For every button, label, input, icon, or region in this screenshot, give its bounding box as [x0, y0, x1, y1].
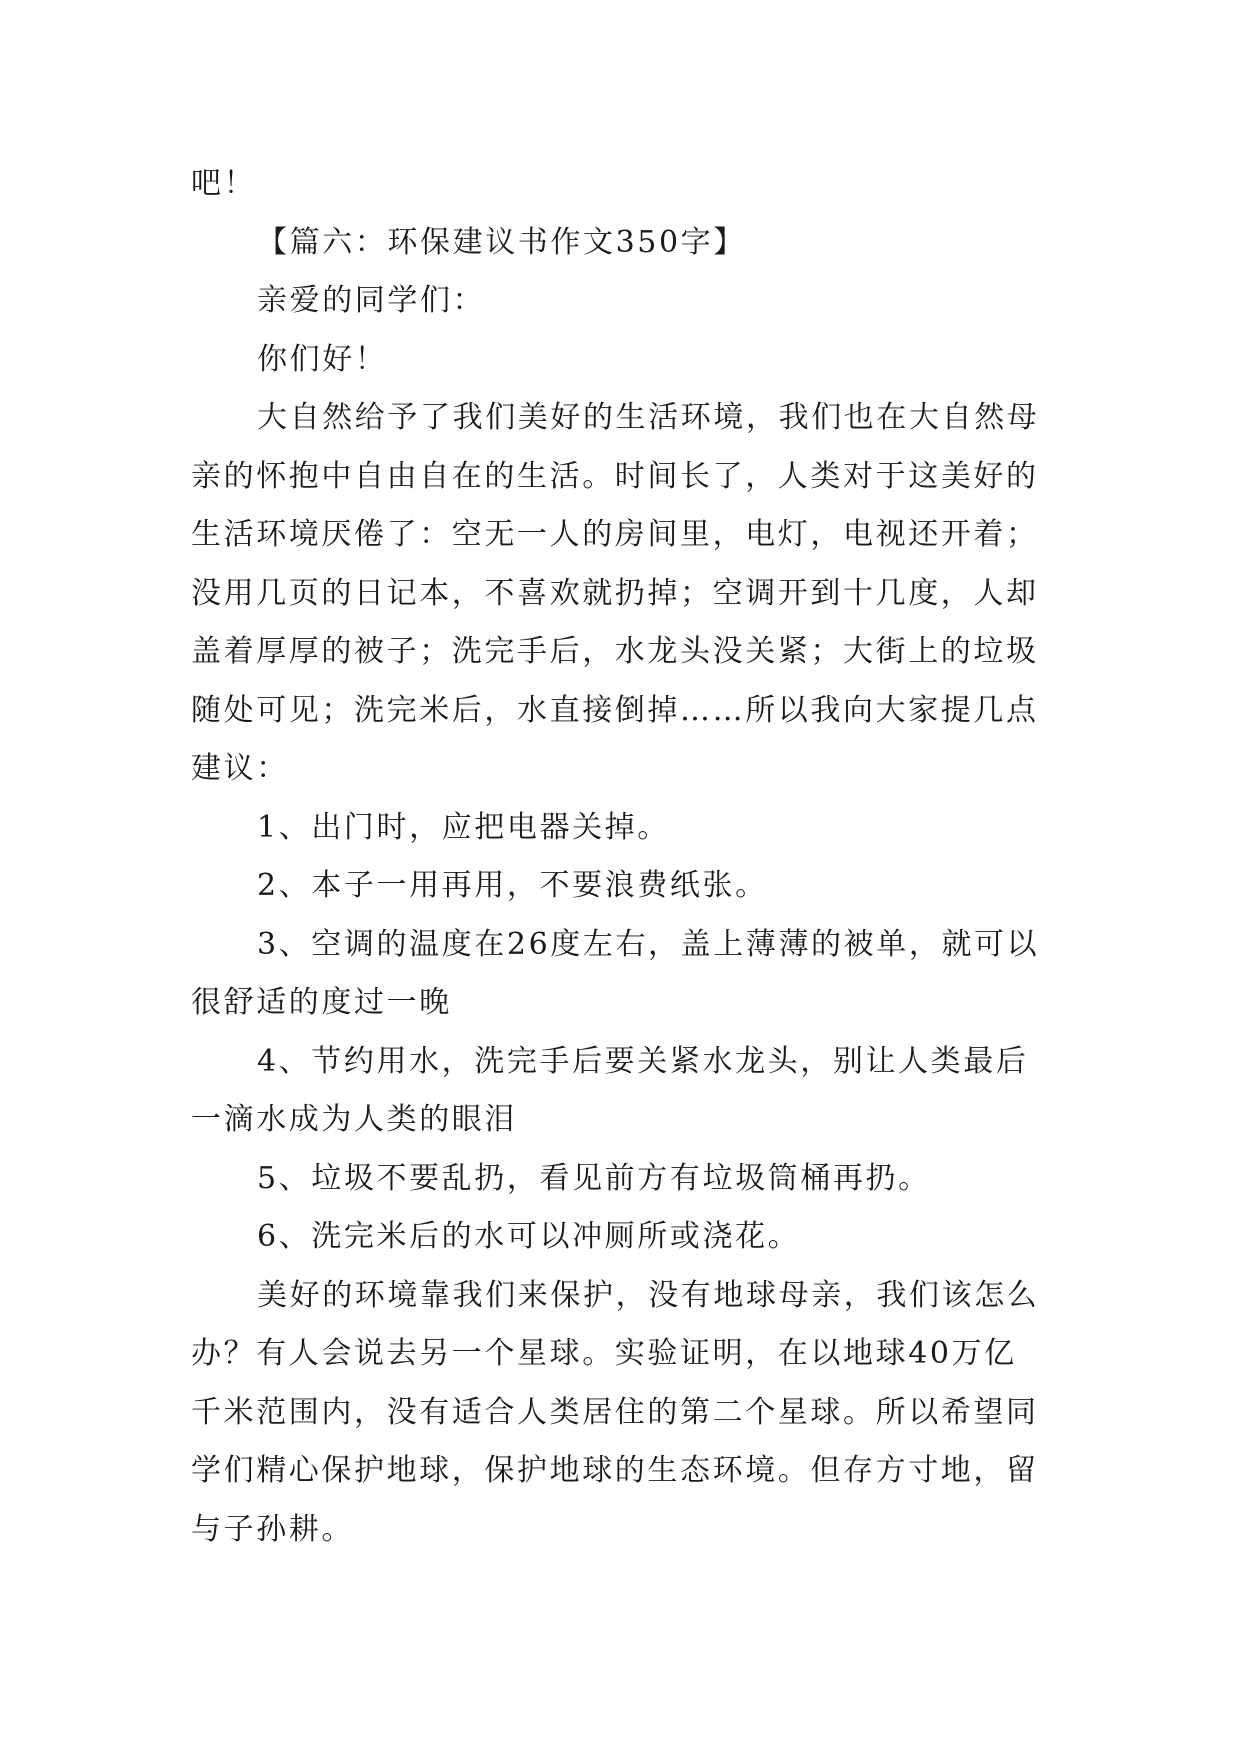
greeting: 你们好！: [257, 341, 388, 377]
list-item: 3、空调的温度在26度左右，盖上薄薄的被单，就可以: [257, 926, 1040, 962]
text-line: 与子孙耕。: [191, 1511, 354, 1547]
list-item: 4、节约用水，洗完手后要关紧水龙头，别让人类最后: [257, 1043, 1029, 1079]
text-line: 亲的怀抱中自由自在的生活。时间长了，人类对于这美好的: [191, 458, 1039, 494]
text-line: 办？有人会说去另一个星球。实验证明，在以地球40万亿: [191, 1336, 1017, 1371]
list-item: 1、出门时，应把电器关掉。: [257, 809, 670, 845]
list-item-continuation: 一滴水成为人类的眼泪: [191, 1102, 517, 1137]
document-body: [191, 155, 1051, 1559]
section-title: 【篇六：环保建议书作文350字】: [257, 224, 746, 260]
text-line: 大自然给予了我们美好的生活环境，我们也在大自然母: [257, 400, 1040, 435]
list-item: 6、洗完米后的水可以冲厕所或浇花。: [257, 1219, 801, 1254]
list-item: 2、本子一用再用，不要浪费纸张。: [257, 868, 768, 903]
text-line: 没用几页的日记本，不喜欢就扔掉；空调开到十几度，人却: [191, 575, 1039, 611]
text-line: 生活环境厌倦了：空无一人的房间里，电灯，电视还开着；: [191, 517, 1039, 552]
list-item-continuation: 很舒适的度过一晚: [191, 985, 452, 1020]
text-line: 随处可见；洗完米后，水直接倒掉……所以我向大家提几点: [191, 692, 1039, 728]
text-line: 学们精心保护地球，保护地球的生态环境。但存方寸地，留: [191, 1453, 1039, 1488]
text-line: 美好的环境靠我们来保护，没有地球母亲，我们该怎么: [257, 1277, 1040, 1313]
text-line: 建议：: [191, 751, 289, 786]
salutation: 亲爱的同学们：: [257, 283, 486, 318]
text-line: 盖着厚厚的被子；洗完手后，水龙头没关紧；大街上的垃圾: [191, 634, 1039, 669]
list-item: 5、垃圾不要乱扔，看见前方有垃圾筒桶再扔。: [257, 1160, 931, 1196]
text-line: 吧！: [191, 166, 257, 201]
text-line: 千米范围内，没有适合人类居住的第二个星球。所以希望同: [191, 1394, 1039, 1430]
